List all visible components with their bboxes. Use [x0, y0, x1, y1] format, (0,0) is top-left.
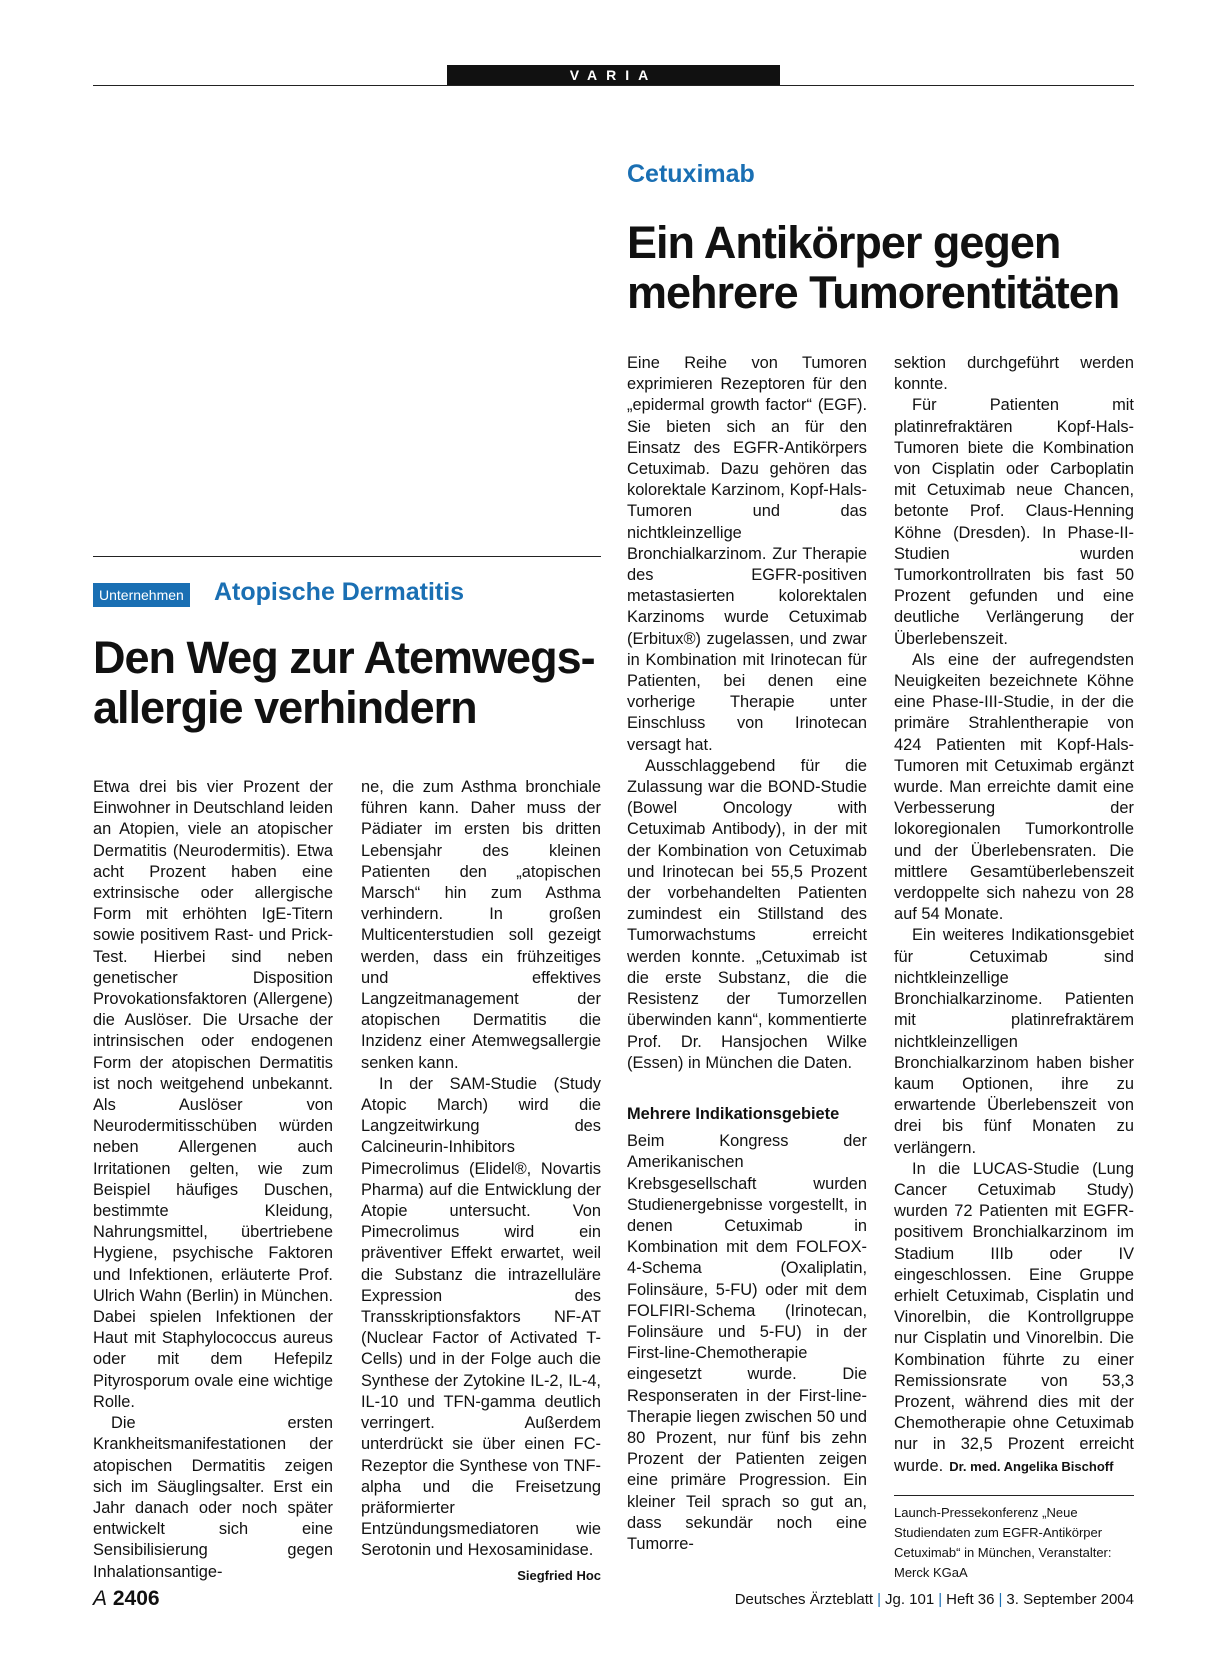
paragraph: Für Patienten mit platinrefraktären Kopf-Hals-Tumoren biete die Kombination von Cisplatin oder Carboplatin mit Cetuximab neue Chancen, betonte Prof. Claus-Henning Köhne (Dresden). In Phase-II-Studien wurden Tumorkontrollraten bis fast 50 Prozent gefunden und eine deutliche Verlängerung der Überlebenszeit. — [894, 396, 1134, 648]
source-note: Launch-Pressekonferenz „Neue Studiendaten zum EGFR-Antikörper Cetuximab“ in München, Veranstalter: Merck KGaA — [894, 1505, 1112, 1580]
journal-date: 3. September 2004 — [1006, 1591, 1134, 1608]
paragraph: Eine Reihe von Tumoren exprimieren Rezeptoren für den „epidermal growth factor“ (EGF). Sie bieten sich an für den Einsatz des EGFR-Antikörpers Cetuximab. Dazu gehören das kolorektale Karzinom, Kopf-Hals-Tumoren und das nichtkleinzellige Bronchialkarzinom. Zur Therapie des EGFR-positiven metastasierten kolorektalen Karzinoms wurde Cetuximab (Erbitux®) zugelassen, und zwar in Kombination mit Irinotecan für Patienten, bei denen eine vorherige Therapie unter Einschluss von Irinotecan versagt hat. — [627, 354, 867, 754]
left-kicker: Atopische Dermatitis — [214, 578, 465, 606]
source-rule — [894, 1495, 1134, 1496]
journal-info: Deutsches Ärzteblatt | Jg. 101 | Heft 36 | 3. September 2004 — [734, 1591, 1134, 1608]
paragraph: Ausschlaggebend für die Zulassung war die BOND-Studie (Bowel Oncology with Cetuximab Antibody), in der mit der Kombination von Cetuximab und Irinotecan bei 55,5 Prozent der vorbehandelten Patienten zumindest ein Stillstand des Tumorwachstums erreicht werden konnte. „Cetuximab ist die erste Substanz, die die Resistenz der Tumorzellen überwinden kann“, kommentierte Prof. Dr. Hansjochen Wilke (Essen) in München die Daten. — [627, 756, 867, 1072]
paragraph: Die ersten Krankheitsmanifestationen der atopischen Dermatitis zeigen sich im Säuglingsalter. Erst ein Jahr danach oder noch später entwickelt sich eine Sensibilisierung gegen Inhalationsantige- — [93, 1414, 333, 1581]
right-column-2 — [894, 353, 1134, 1477]
subheading: Mehrere Indikationsgebiete — [627, 1104, 840, 1123]
paragraph: Ein weiteres Indikationsgebiet für Cetuximab sind nichtkleinzellige Bronchialkarzinome. Patienten mit platinrefraktärem nichtkleinzelligen Bronchialkarzinom haben bisher kaum Optionen, ihre zu erwartende Überlebenszeit von drei bis fünf Monaten zu verlängern. — [894, 926, 1134, 1157]
page-number-value: 2406 — [112, 1587, 160, 1610]
right-headline: Ein Antikörper gegen mehrere Tumorentitäten — [627, 217, 1120, 318]
paragraph: Beim Kongress der Amerikanischen Krebsgesellschaft wurden Studienergebnisse vorgestellt, in denen Cetuximab in Kombination mit dem FOLFOX-4-Schema (Oxaliplatin, Folinsäure, 5-FU) oder mit dem FOLFIRI-Schema (Irinotecan, Folinsäure und 5-FU) in der First-line-Chemotherapie eingesetzt wurde. Die Responseraten in der First-line-Therapie liegen zwischen 50 und 80 Prozent, nur fünf bis zehn Prozent der Patienten zeigen eine primäre Progression. Ein kleiner Teil sprach so gut an, dass sekundär noch eine Tumorre- — [627, 1132, 867, 1553]
section-header: VARIA — [447, 65, 780, 85]
header-rule — [93, 85, 1134, 86]
right-author: Dr. med. Angelika Bischoff — [949, 1458, 1114, 1474]
paragraph: sektion durchgeführt werden konnte. — [894, 354, 1134, 394]
category-tag: Unternehmen — [93, 583, 190, 607]
journal-name: Deutsches Ärzteblatt — [734, 1591, 874, 1608]
right-kicker: Cetuximab — [627, 160, 755, 188]
left-column-2 — [361, 777, 601, 1586]
paragraph: ne, die zum Asthma bronchiale führen kann. Daher muss der Pädiater im ersten bis dritten Lebensjahr des kleinen Patienten den „atopischen Marsch“ hin zum Asthma verhindern. In großen Multicenterstudien soll gezeigt werden, dass ein frühzeitiges und effektives Langzeitmanagement der atopischen Dermatitis die Inzidenz einer Atemwegsallergie senken kann. — [361, 778, 601, 1072]
paragraph: In der SAM-Studie (Study Atopic March) wird die Langzeitwirkung des Calcineurin-Inhibitors Pimecrolimus (Elidel®, Novartis Pharma) auf die Entwicklung der Atopie untersucht. Von Pimecrolimus wird ein präventiver Effekt erwartet, weil die Substanz die intrazelluläre Expression des Transskriptionsfaktors NF-AT (Nuclear Factor of Activated T-Cells) und in der Folge auch die Synthese der Zytokine IL-2, IL-4, IL-10 und TFN-gamma deutlich verringert. Außerdem unterdrückt sie über einen FC-Rezeptor die Synthese von TNF-alpha und die Freisetzung präformierter Entzündungsmediatoren wie Serotonin und Hexosaminidase. — [361, 1074, 601, 1560]
left-column-1 — [93, 777, 333, 1583]
right-column-1 — [627, 353, 867, 1555]
paragraph: Etwa drei bis vier Prozent der Einwohner in Deutschland leiden an Atopien, viele an atopischer Dermatitis (Neurodermitis). Etwa acht Prozent haben eine extrinsische oder allergische Form mit erhöhten IgE-Titern sowie positivem Rast- und Prick-Test. Hierbei sind neben genetischer Disposition Provokationsfaktoren (Allergene) die Auslöser. Die Ursache der intrinsischen oder endogenen Form der atopischen Dermatitis ist noch weitgehend unbekannt. Als Auslöser von Neurodermitisschüben würden neben Allergenen auch Irritationen gelten, wie zum Beispiel häufiges Duschen, bestimmte Kleidung, Nahrungsmittel, übertriebene Hygiene, psychische Faktoren und Infektionen, erläuterte Prof. Ulrich Wahn (Berlin) in München. Dabei spielen Infektionen der Haut mit Staphylococcus aureus oder mit dem Hefepilz Pityrosporum ovale eine wichtige Rolle. — [93, 778, 333, 1411]
page-prefix: A — [93, 1587, 108, 1610]
left-headline: Den Weg zur Atemwegs-allergie verhindern — [93, 632, 595, 733]
paragraph: In die LUCAS-Studie (Lung Cancer Cetuximab Study) wurden 72 Patienten mit EGFR-positivem Bronchialkarzinom im Stadium IIIb oder IV eingeschlossen. Eine Gruppe erhielt Cetuximab, Cisplatin und Vinorelbin, die Kontrollgruppe nur Cisplatin und Vinorelbin. Die Kombination führte zu einer Remissionsrate von 53,3 Prozent, während dies mit der Chemotherapie ohne Cetuximab nur in 32,5 Prozent erreicht wurde. Dr. med. Angelika Bischoff — [894, 1159, 1134, 1475]
left-author: Siegfried Hoc — [517, 1567, 601, 1583]
page-number — [93, 1587, 160, 1611]
journal-volume: Jg. 101 — [885, 1591, 935, 1608]
journal-issue: Heft 36 — [946, 1591, 995, 1608]
left-article-rule — [93, 556, 601, 557]
paragraph: Als eine der aufregendsten Neuigkeiten bezeichnete Köhne eine Phase-III-Studie, in der die primäre Strahlentherapie von 424 Patienten mit Kopf-Hals-Tumoren mit Cetuximab ergänzt wurde. Man erreichte damit eine Verbesserung der lokoregionalen Tumorkontrolle und der Überlebensraten. Die mittlere Gesamtüberlebenszeit verdoppelte sich nahezu von 28 auf 54 Monate. — [894, 650, 1134, 924]
